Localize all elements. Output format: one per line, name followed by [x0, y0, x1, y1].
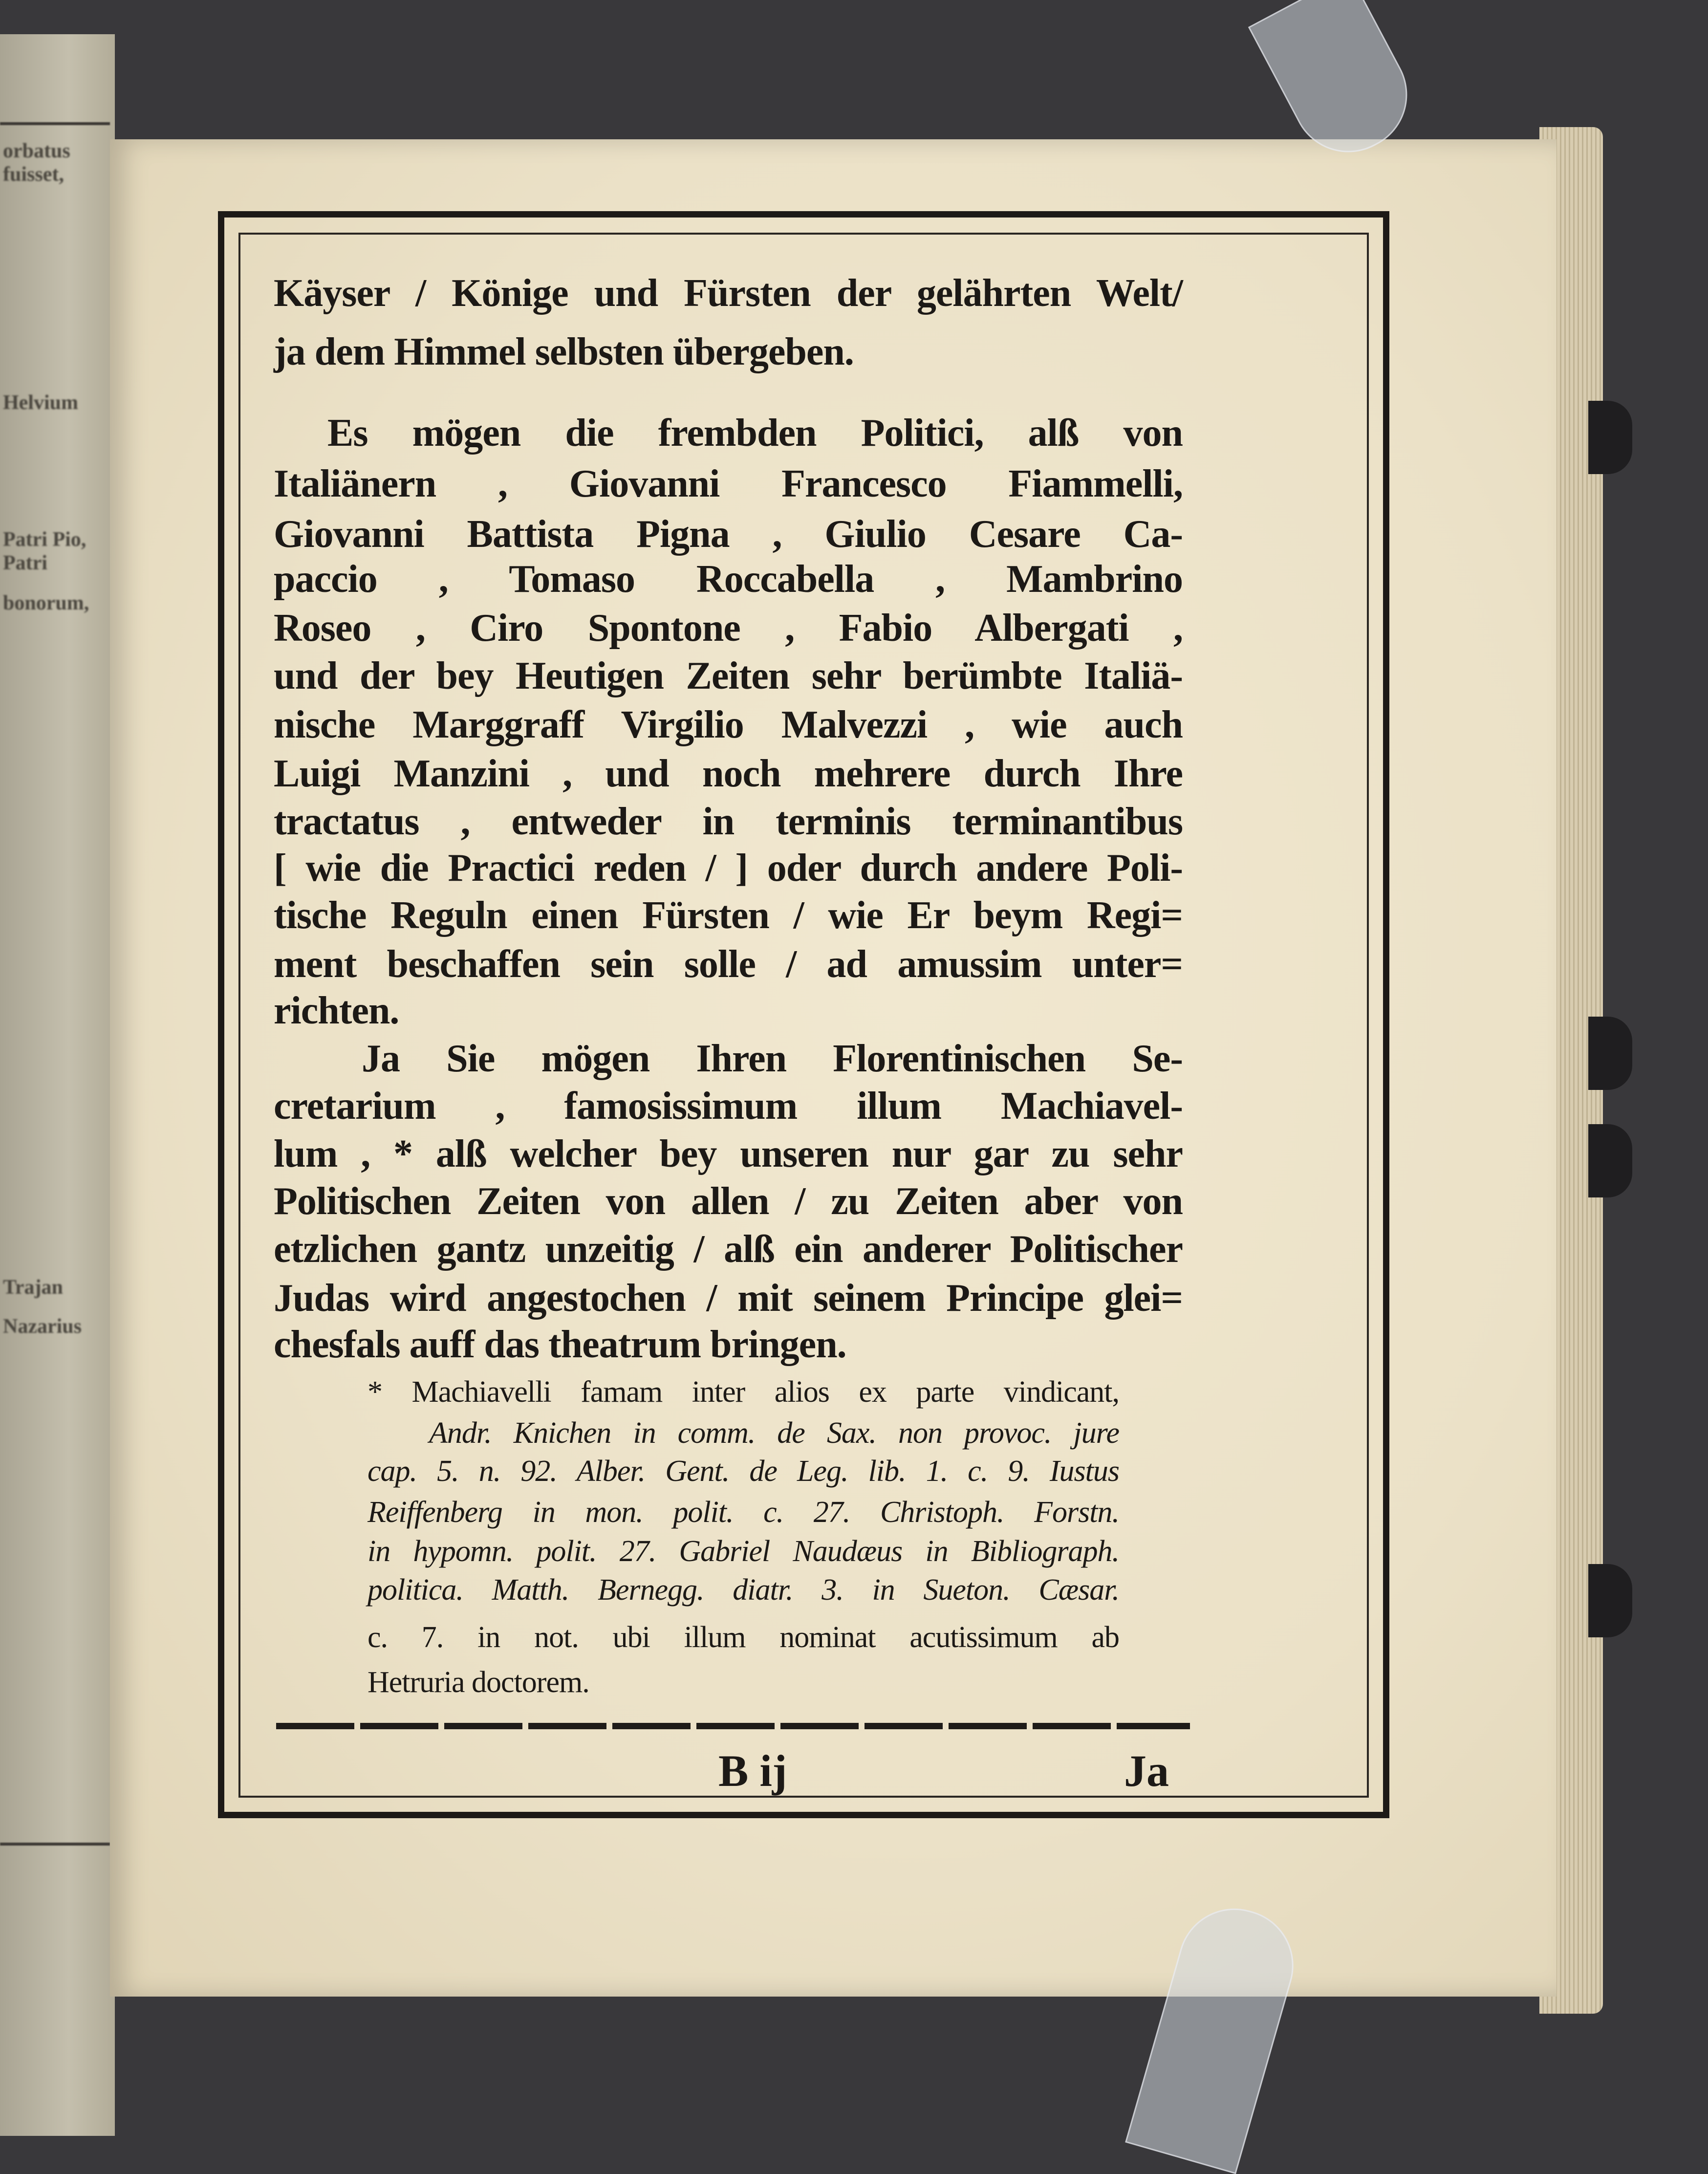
text-line: Italiänern , Giovanni Francesco Fiammelli,: [274, 462, 1183, 505]
text-line: nische Marggraff Virgilio Malvezzi , wie auch: [274, 703, 1183, 746]
text-line: ment beschaffen sein solle / ad amussim unter=: [274, 943, 1183, 986]
left-page-fragment: Nazarius: [3, 1315, 82, 1338]
footnote-line: Reiffenberg in mon. polit. c. 27. Christoph. Forstn.: [368, 1496, 1119, 1529]
text-line: tische Reguln einen Fürsten / wie Er beym Regi=: [274, 894, 1183, 937]
footnote-line: c. 7. in not. ubi illum nominat acutissimum ab: [368, 1621, 1119, 1654]
footer-rule: [276, 1723, 1190, 1729]
black-tab: [1588, 1564, 1632, 1637]
text-line: richten.: [274, 989, 399, 1032]
footnote-line: * Machiavelli famam inter alios ex parte vindicant,: [368, 1375, 1119, 1409]
text-line: und der bey Heutigen Zeiten sehr berümbte Italiä-: [274, 654, 1183, 697]
signature-mark: B ij: [718, 1746, 787, 1796]
text-line: Es mögen die frembden Politici, alß von: [327, 412, 1183, 455]
footnote-line: Andr. Knichen in comm. de Sax. non provoc. jure: [429, 1416, 1119, 1450]
text-line: Käyser / Könige und Fürsten der gelährten Welt/: [274, 272, 1183, 315]
left-facing-page: [0, 34, 115, 2136]
catchword: Ja: [1124, 1746, 1169, 1796]
left-page-rule: [0, 122, 110, 125]
left-page-fragment: Helvium: [3, 391, 78, 414]
text-line: cretarium , famosissimum illum Machiavel-: [274, 1085, 1183, 1128]
text-line: chesfals auff das theatrum bringen.: [274, 1323, 846, 1366]
left-page-fragment: orbatus fuisset,: [3, 140, 70, 186]
black-tab: [1588, 1017, 1632, 1090]
left-page-fragment: Patri Pio, Patri: [3, 528, 86, 574]
text-line: Ja Sie mögen Ihren Florentinischen Se-: [362, 1037, 1183, 1080]
footnote-line: politica. Matth. Bernegg. diatr. 3. in Sueton. Cæsar.: [368, 1573, 1119, 1607]
footnote-line: Hetruria doctorem.: [368, 1666, 589, 1699]
black-tab: [1588, 1124, 1632, 1197]
text-line: Politischen Zeiten von allen / zu Zeiten aber von: [274, 1180, 1183, 1223]
text-line: lum , * alß welcher bey unseren nur gar zu sehr: [274, 1132, 1183, 1175]
text-line: Luigi Manzini , und noch mehrere durch Ihre: [274, 752, 1183, 795]
left-page-fragment: bonorum,: [3, 592, 89, 614]
footnote-line: in hypomn. polit. 27. Gabriel Naudæus in Bibliograph.: [368, 1535, 1119, 1568]
text-line: ja dem Himmel selbsten übergeben.: [274, 330, 854, 373]
left-page-fragment: Trajan: [3, 1276, 63, 1299]
text-line: paccio , Tomaso Roccabella , Mambrino: [274, 558, 1183, 601]
text-line: Giovanni Battista Pigna , Giulio Cesare Ca-: [274, 513, 1183, 556]
footnote-line: cap. 5. n. 92. Alber. Gent. de Leg. lib. 1. c. 9. Iustus: [368, 1455, 1119, 1488]
left-page-rule: [0, 1843, 110, 1846]
text-line: etzlichen gantz unzeitig / alß ein anderer Politischer: [274, 1228, 1183, 1271]
text-line: Roseo , Ciro Spontone , Fabio Albergati ,: [274, 607, 1183, 650]
black-tab: [1588, 401, 1632, 474]
text-line: tractatus , entweder in terminis terminantibus: [274, 800, 1183, 843]
text-line: [ wie die Practici reden / ] oder durch andere Poli-: [274, 847, 1183, 890]
text-line: Judas wird angestochen / mit seinem Principe glei=: [274, 1277, 1183, 1320]
